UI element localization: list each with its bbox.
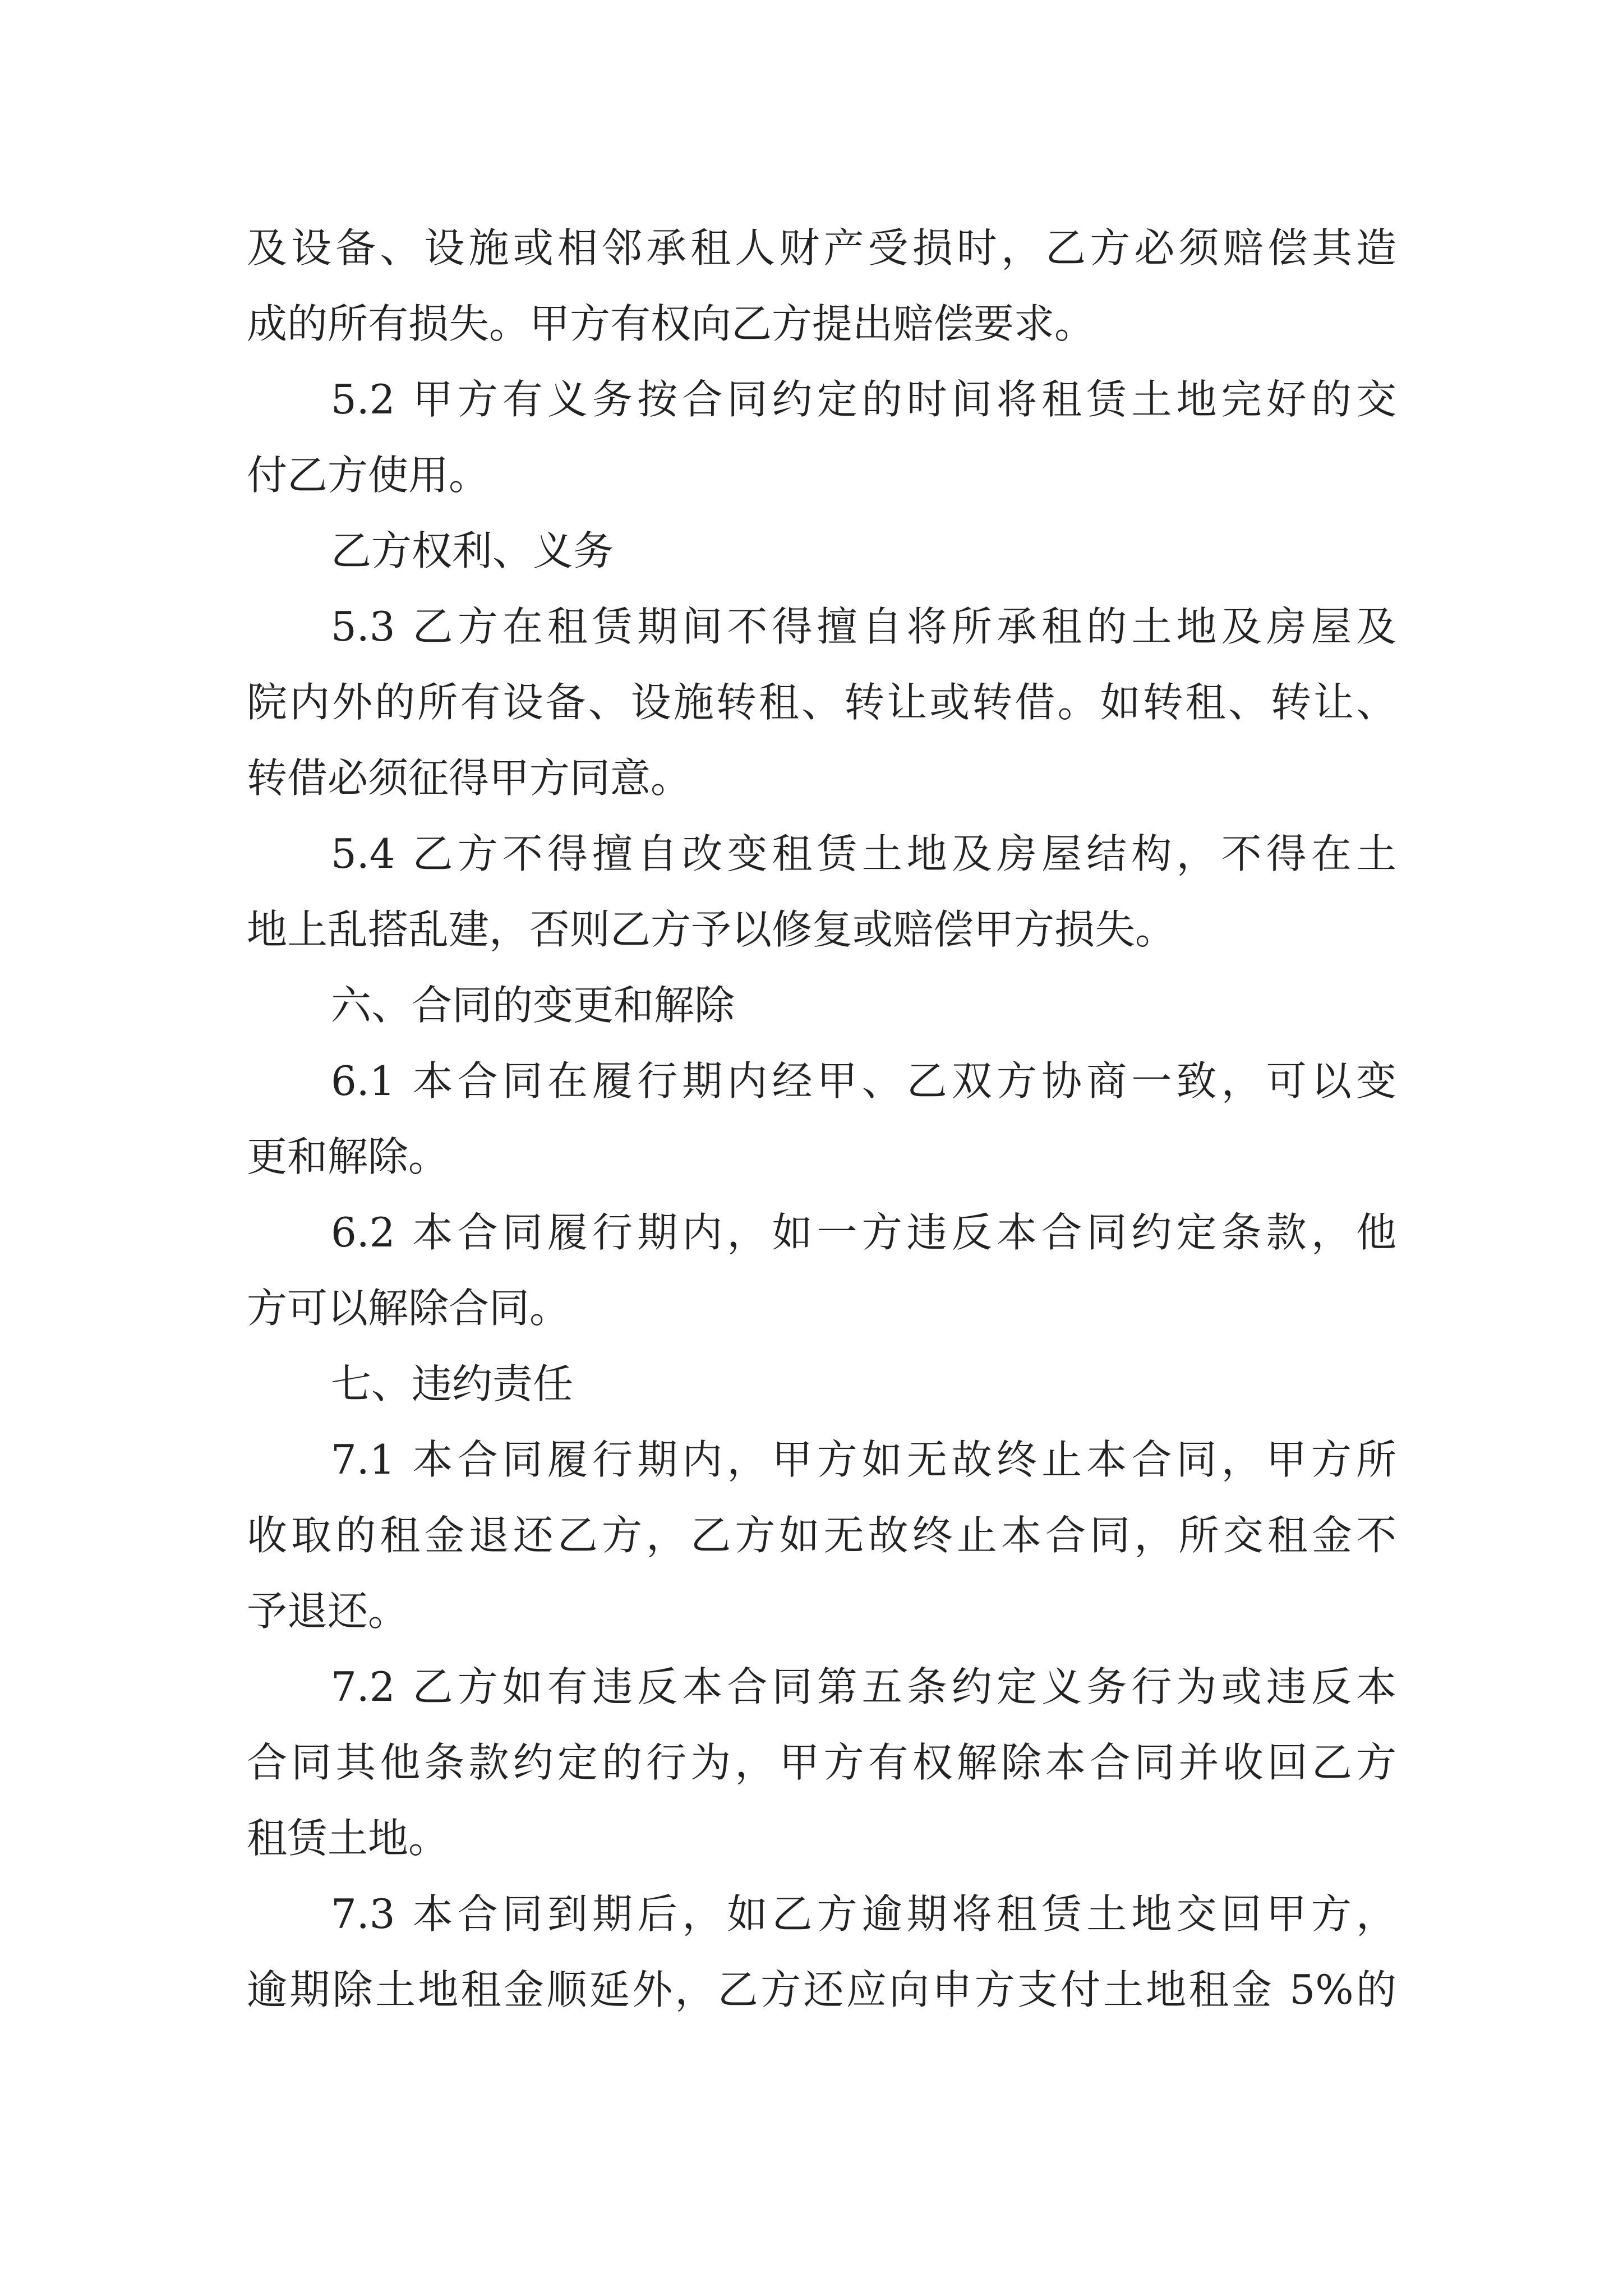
paragraph-line: 院内外的所有设备、设施转租、转让或转借。如转租、转让、 — [247, 679, 1396, 726]
paragraph-line: 转借必须征得甲方同意。 — [247, 754, 691, 802]
clause-line: 6.2 本合同履行期内，如一方违反本合同约定条款，他 — [331, 1209, 1396, 1256]
paragraph-line: 成的所有损失。甲方有权向乙方提出赔偿要求。 — [247, 300, 1095, 347]
paragraph-line: 付乙方使用。 — [247, 452, 490, 499]
paragraph-line: 方可以解除合同。 — [247, 1285, 570, 1332]
clause-line: 7.3 本合同到期后，如乙方逾期将租赁土地交回甲方， — [331, 1890, 1396, 1938]
paragraph-line: 更和解除。 — [247, 1133, 449, 1180]
clause-line: 7.2 乙方如有违反本合同第五条约定义务行为或违反本 — [331, 1663, 1396, 1710]
clause-line: 5.2 甲方有义务按合同约定的时间将租赁土地完好的交 — [331, 376, 1396, 423]
clause-line: 5.3 乙方在租赁期间不得擅自将所承租的土地及房屋及 — [331, 603, 1396, 650]
paragraph-line: 收取的租金退还乙方，乙方如无故终止本合同，所交租金不 — [247, 1512, 1396, 1559]
paragraph-line: 租赁土地。 — [247, 1815, 449, 1862]
paragraph-line: 合同其他条款约定的行为，甲方有权解除本合同并收回乙方 — [247, 1739, 1396, 1786]
paragraph-line: 及设备、设施或相邻承租人财产受损时，乙方必须赔偿其造 — [247, 224, 1396, 272]
section-heading: 七、违约责任 — [331, 1360, 574, 1407]
paragraph-line: 地上乱搭乱建，否则乙方予以修复或赔偿甲方损失。 — [247, 906, 1176, 953]
section-heading: 乙方权利、义务 — [331, 527, 614, 574]
clause-line: 5.4 乙方不得擅自改变租赁土地及房屋结构，不得在土 — [331, 830, 1396, 877]
clause-line: 6.1 本合同在履行期内经甲、乙双方协商一致，可以变 — [331, 1057, 1396, 1105]
document-body — [247, 210, 1396, 2028]
clause-line: 7.1 本合同履行期内，甲方如无故终止本合同，甲方所 — [331, 1436, 1396, 1483]
paragraph-line: 逾期除土地租金顺延外，乙方还应向申方支付土地租金 5%的 — [247, 1966, 1396, 2013]
section-heading: 六、合同的变更和解除 — [331, 982, 735, 1029]
paragraph-line: 予退还。 — [247, 1588, 409, 1635]
